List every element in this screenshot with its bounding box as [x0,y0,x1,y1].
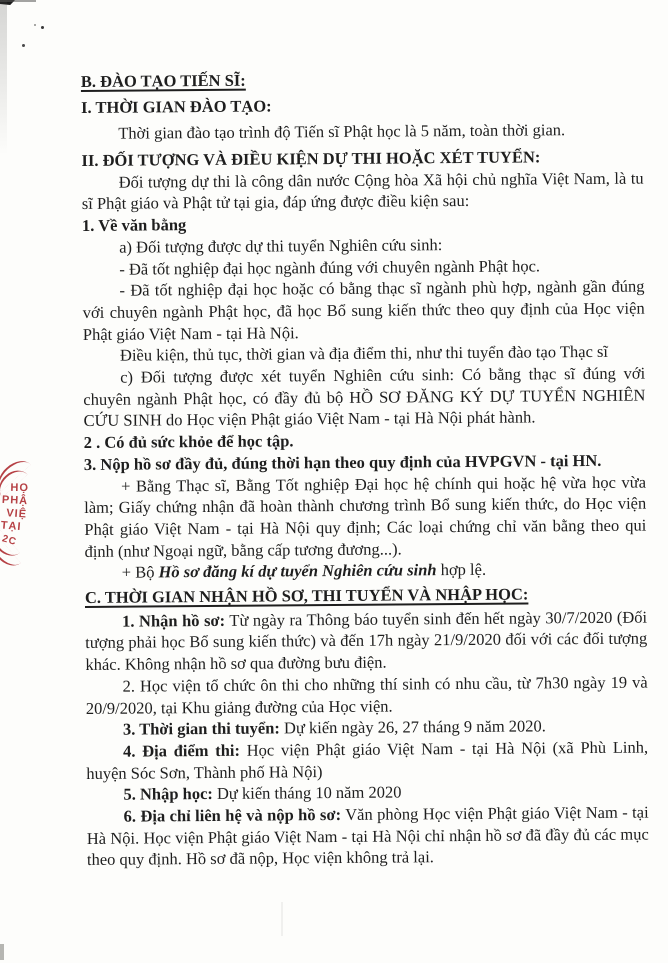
section-b [81,65,644,147]
c-item-6-label: 6. Địa chỉ liên hệ và nộp hồ sơ: [123,804,342,826]
c-item-2: 2. Học viện tổ chức ôn thi cho những thí sinh có nhu cầu, từ 7h30 ngày 19 và 20/9/2020, tại Khu giảng đường của Học viện. [85,672,648,718]
paragraph-duration: Thời gian đào tạo trình độ Tiến sĩ Phật học là 5 năm, toàn thời gian. [118,120,566,143]
paragraph-plus-2 [85,558,647,584]
c-item-4-text: Học viện Phật giáo Việt Nam - tại Hà Nội (xã Phù Linh, huyện Sóc Sơn, Thành phố Hà Nội) [86,737,649,783]
heading-suc-khoe: 2 . Có đủ sức khỏe để học tập. [83,431,294,453]
paragraph-plus-1: + Bằng Thạc sĩ, Bằng Tốt nghiệp Đại học hệ chính qui hoặc hệ vừa học vừa làm; Giấy chứng nhận đã hoàn thành chương trình Bổ sung kiến thức, do Học viện Phật giáo Việt Nam - tại Hà Nội quy định; Các loại chứng chỉ văn bằng theo qui định (như Ngoại ngữ, bằng cấp tương đương...). [84,472,647,561]
paragraph-intro: Đối tượng dự thi là công dân nước Cộng hòa Xã hội chủ nghĩa Việt Nam, là tu sĩ Phật giáo và Phật tử tại gia, đáp ứng được điều kiện sau: [81,168,644,214]
c-item-6 [87,802,649,872]
stamp-text-fragment: PHẬ [1,493,29,508]
c-item-4-label: 4. Địa điểm thi: [123,740,241,761]
c-item-3-label: 3. Thời gian thi tuyển: [122,718,280,739]
stamp-text-fragment: HỌ [10,481,30,495]
section-c-title: C. THỜI GIAN NHẬN HỒ SƠ, THI TUYỂN VÀ NHẬP HỌC: [84,584,529,607]
section-b-heading-duration: I. THỜI GIAN ĐÀO TẠO: [80,96,272,117]
c-item-5-label: 5. Nhập học: [123,784,213,804]
stamp-text-fragment: VIỆ [5,507,28,521]
paragraph-dieu-kien: Điều kiện, thủ tục, thời gian và địa điểm thi, như thi tuyển đào tạo Thạc sĩ [119,342,609,366]
c-item-1-text: Từ ngày ra Thông báo tuyển sinh đến hết ngày 30/7/2020 (Đối tượng phải học Bổ sung kiến thức) và đến 17h ngày 21/9/2020 đối với các đối tượng khác. Không nhận hồ sơ qua đường bưu điện. [85,607,648,675]
heading-nop-ho-so: 3. Nộp hồ sơ đầy đủ, đúng thời hạn theo quy định của HVPGVN - tại HN. [83,450,602,474]
section-b-title: B. ĐÀO TẠO TIẾN SĨ: [80,70,246,91]
section-2 [81,146,646,584]
plus-2-suffix: hợp lệ. [436,560,487,580]
plus-2-prefix: + Bộ [121,562,159,583]
paragraph-item-a: a) Đối tượng được dự thi tuyển Nghiên cứu sinh: [119,234,443,257]
c-item-4 [86,736,648,784]
c-item-5-text: Dự kiến tháng 10 năm 2020 [212,782,402,804]
heading-van-bang: 1. Về văn bằng [81,215,187,236]
section-2-heading: II. ĐỐI TƯỢNG VÀ ĐIỀU KIỆN DỰ THI HOẶC XÉT TUYỂN: [81,147,541,170]
c-item-3-text: Dự kiến ngày 26, 27 tháng 9 năm 2020. [279,716,546,738]
c-item-1 [85,606,647,676]
paragraph-dash-2: - Đã tốt nghiệp đại học hoặc có bằng thạc sĩ ngành phù hợp, ngành gần đúng với chuyên ngành Phật học, đã học Bổ sung kiến thức theo quy định của Học viện Phật giáo Việt Nam - tại Hà Nội. [82,276,645,344]
plus-2-emphasis: Hồ sơ đăng kí dự tuyển Nghiên cứu sinh [158,560,437,582]
c-item-1-label: 1. Nhận hồ sơ: [122,610,226,631]
section-c [85,583,649,872]
paragraph-item-c: c) Đối tượng được xét tuyển Nghiên cứu sinh: Có bằng thạc sĩ đúng với chuyên ngành Phật học, có đầy đủ bộ HỒ SƠ ĐĂNG KÝ DỰ TUYỂN NGHIÊN CỨU SINH do Học viện Phật giáo Việt Nam - tại Hà Nội phát hành. [83,363,646,431]
c-item-6-text: Văn phòng Học viện Phật giáo Việt Nam - tại Hà Nội. Học viện Phật giáo Việt Nam - tại Hà Nội chỉ nhận hồ sơ đã đầy đủ các mục theo quy định. Hồ sơ đã nộp, Học viện không trả lại. [86,802,649,870]
stamp-text-fragment: TẠI [0,519,22,534]
paragraph-dash-1: - Đã tốt nghiệp đại học ngành đúng với chuyên ngành Phật học. [119,255,541,279]
stamp-text-fragment: 2C [0,533,19,548]
